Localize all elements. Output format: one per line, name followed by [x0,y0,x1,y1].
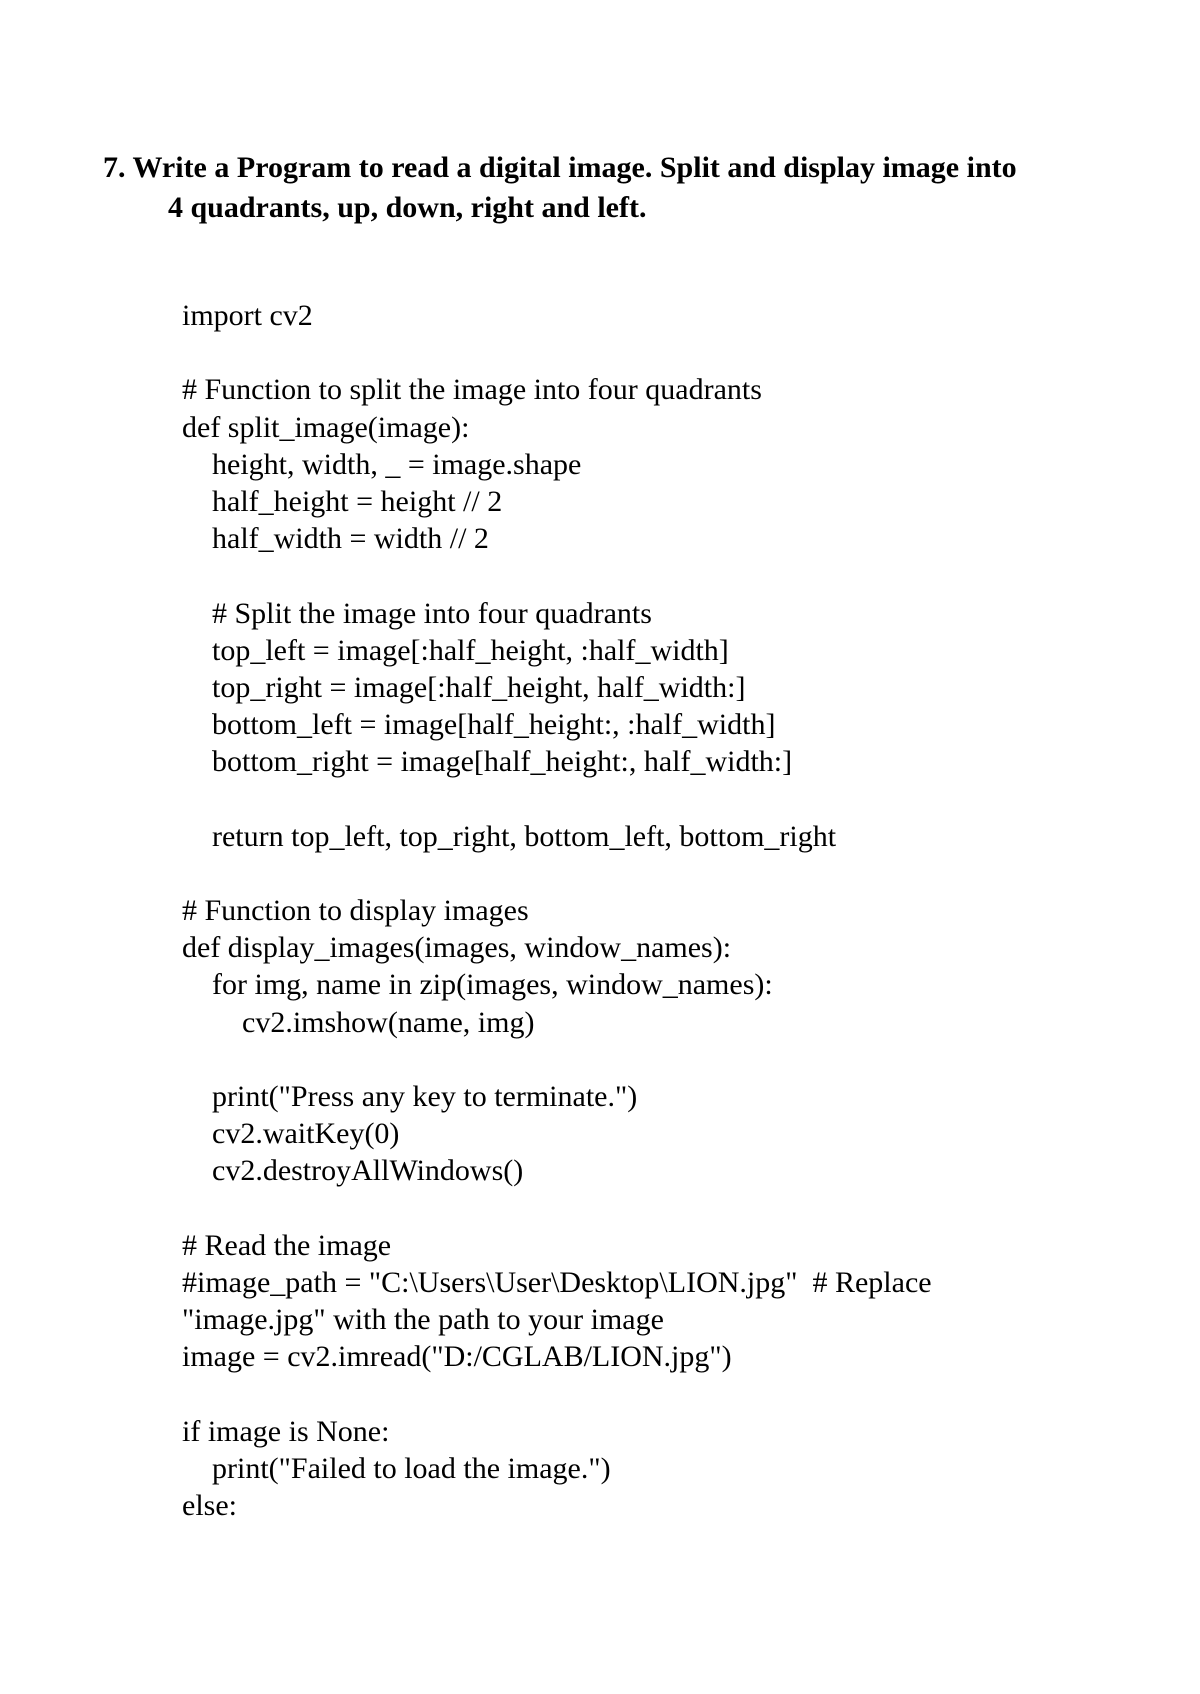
code-line [182,1375,1162,1412]
code-line: half_height = height // 2 [182,484,503,518]
code-line [182,855,1162,892]
code-line: else: [182,1489,237,1522]
code-line: # Split the image into four quadrants [182,596,652,630]
code-line [182,1190,1162,1227]
code-line [182,1041,1162,1078]
heading-line-2: 4 quadrants, up, down, right and left. [168,191,647,224]
code-line: cv2.waitKey(0) [182,1117,400,1151]
code-line: import cv2 [182,299,313,332]
code-line: top_right = image[:half_height, half_width:] [182,670,746,704]
code-line [182,780,1162,817]
code-line [182,334,1162,371]
code-line: "image.jpg" with the path to your image [182,1303,664,1337]
code-line: top_left = image[:half_height, :half_width] [182,633,729,667]
code-line: for img, name in zip(images, window_names): [182,968,773,1002]
code-line: bottom_left = image[half_height:, :half_width] [182,708,776,742]
code-line: height, width, _ = image.shape [182,447,582,481]
code-line: half_width = width // 2 [182,522,489,556]
code-line: image = cv2.imread("D:/CGLAB/LION.jpg") [182,1340,732,1374]
code-line: return top_left, top_right, bottom_left, bottom_right [182,819,837,853]
code-line: # Function to split the image into four quadrants [182,373,762,407]
code-line: cv2.destroyAllWindows() [182,1154,524,1188]
code-line: cv2.imshow(name, img) [182,1005,535,1039]
code-line: #image_path = "C:\Users\User\Desktop\LION.jpg" # Replace [182,1265,932,1299]
code-line: print("Failed to load the image.") [182,1451,611,1485]
code-line: print("Press any key to terminate.") [182,1079,638,1113]
code-line: # Function to display images [182,894,529,927]
code-line: def split_image(image): [182,410,470,444]
code-line: bottom_right = image[half_height:, half_width:] [182,745,793,779]
code-line: if image is None: [182,1414,390,1448]
heading-line-1: 7. Write a Program to read a digital image. Split and display image into [103,151,1017,184]
code-line: def display_images(images, window_names): [182,931,732,965]
code-line: # Read the image [182,1228,392,1262]
question-heading [103,148,1123,228]
code-line [182,557,1162,594]
code-block [182,297,1162,1524]
